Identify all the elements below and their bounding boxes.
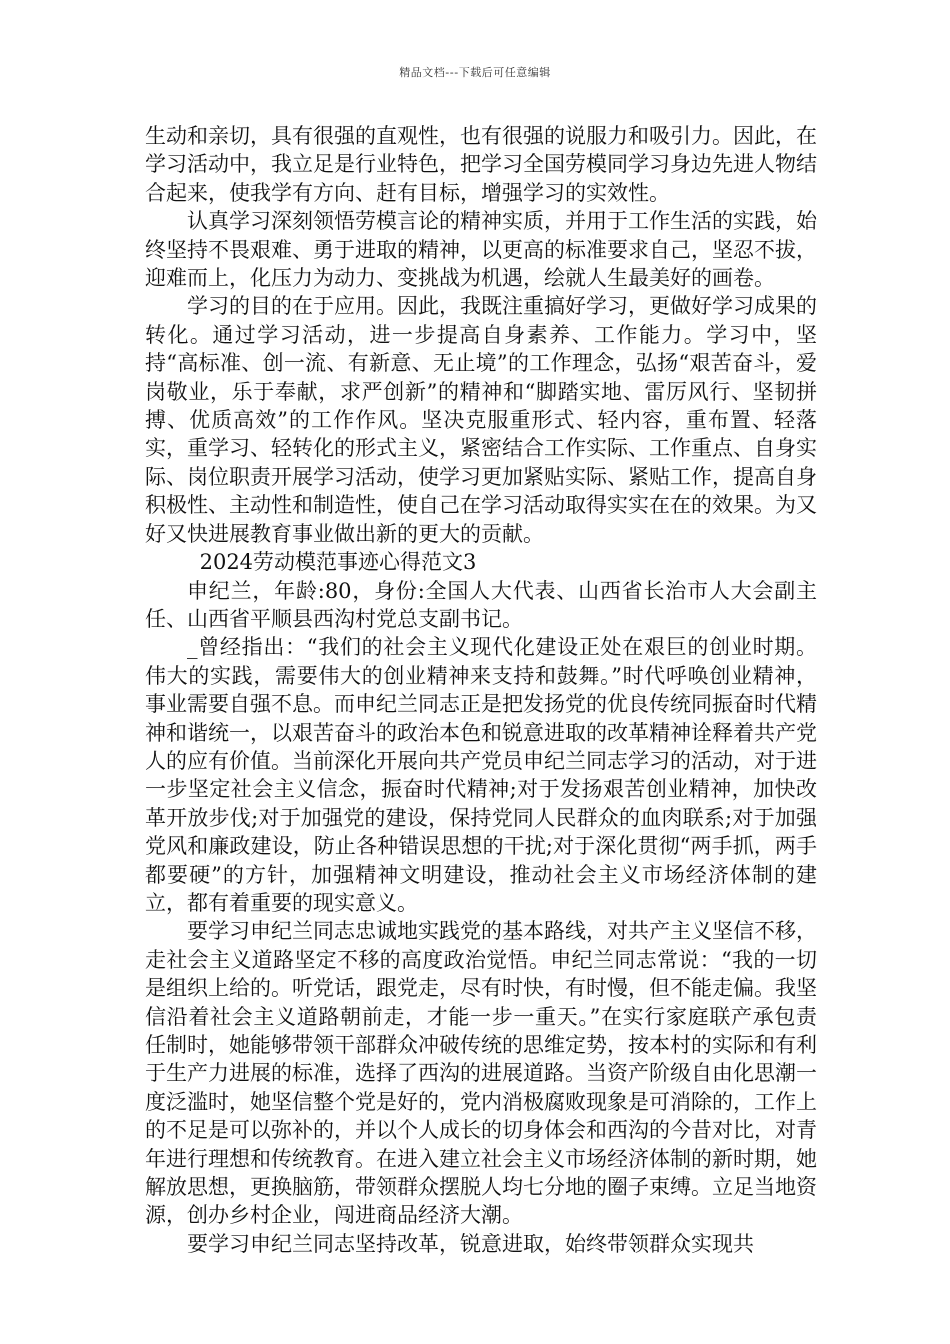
document-body	[145, 122, 817, 1258]
paragraph: _曾经指出：“我们的社会主义现代化建设正处在艰巨的创业时期。伟大的实践，需要伟大的创业精神来支持和鼓舞。”时代呼唤创业精神，事业需要自强不息。而申纪兰同志正是把发扬党的优良传统同振奋时代精神和谐统一，以艰苦奋斗的政治本色和锐意进取的改革精神诠释着共产党人的应有价值。当前深化开展向共产党员申纪兰同志学习的活动，对于进一步坚定社会主义信念，振奋时代精神;对于发扬艰苦创业精神，加快改革开放步伐;对于加强党的建设，保持党同人民群众的血肉联系;对于加强党风和廉政建设，防止各种错误思想的干扰;对于深化贯彻“两手抓，两手都要硬”的方针，加强精神文明建设，推动社会主义市场经济体制的建立，都有着重要的现实意义。	[145, 635, 817, 915]
paragraph: 生动和亲切，具有很强的直观性，也有很强的说服力和吸引力。因此，在学习活动中，我立足是行业特色，把学习全国劳模同学习身边先进人物结合起来，使我学有方向、赶有目标，增强学习的实效性。	[145, 124, 817, 205]
page-header: 精品文档---下载后可任意编辑	[399, 66, 551, 79]
paragraph: 学习的目的在于应用。因此，我既注重搞好学习，更做好学习成果的转化。通过学习活动，进一步提高自身素养、工作能力。学习中，坚持“高标准、创一流、有新意、无止境”的工作理念，弘扬“艰苦奋斗，爱岗敬业，乐于奉献，求严创新”的精神和“脚踏实地、雷厉风行、坚韧拼搏、优质高效”的工作作风。坚决克服重形式、轻内容，重布置、轻落实，重学习、轻转化的形式主义，紧密结合工作实际、工作重点、自身实际、岗位职责开展学习活动，使学习更加紧贴实际、紧贴工作，提高自身积极性、主动性和制造性，使自己在学习活动取得实实在在的效果。为又好又快进展教育事业做出新的更大的贡献。	[145, 294, 817, 546]
section-heading: 2024劳动模范事迹心得范文3	[199, 550, 477, 575]
paragraph: 认真学习深刻领悟劳模言论的精神实质，并用于工作生活的实践，始终坚持不畏艰难、勇于进取的精神，以更高的标准要求自己，坚忍不拔，迎难而上，化压力为动力、变挑战为机遇，绘就人生最美好的画卷。	[145, 209, 817, 291]
paragraph: 要学习申纪兰同志坚持改革，锐意进取，始终带领群众实现共	[187, 1231, 754, 1256]
paragraph: 要学习申纪兰同志忠诚地实践党的基本路线，对共产主义坚信不移，走社会主义道路坚定不移的高度政治觉悟。申纪兰同志常说：“我的一切是组织上给的。听党话，跟党走，尽有时快，有时慢，但不能走偏。我坚信沿着社会主义道路朝前走，才能一步一重天。”在实行家庭联产承包责任制时，她能够带领干部群众冲破传统的思维定势，按本村的实际和有利于生产力进展的标准，选择了西沟的进展道路。当资产阶级自由化思潮一度泛滥时，她坚信整个党是好的，党内消极腐败现象是可消除的，工作上的不足是可以弥补的，并以个人成长的切身体会和西沟的今昔对比，对青年进行理想和传统教育。在进入建立社会主义市场经济体制的新时期，她解放思想，更换脑筋，带领群众摆脱人均七分地的圈子束缚。立足当地资源，创办乡村企业，闯进商品经济大潮。	[145, 919, 817, 1228]
paragraph: 申纪兰，年龄:80，身份:全国人大代表、山西省长治市人大会副主任、山西省平顺县西沟村党总支副书记。	[145, 578, 817, 631]
